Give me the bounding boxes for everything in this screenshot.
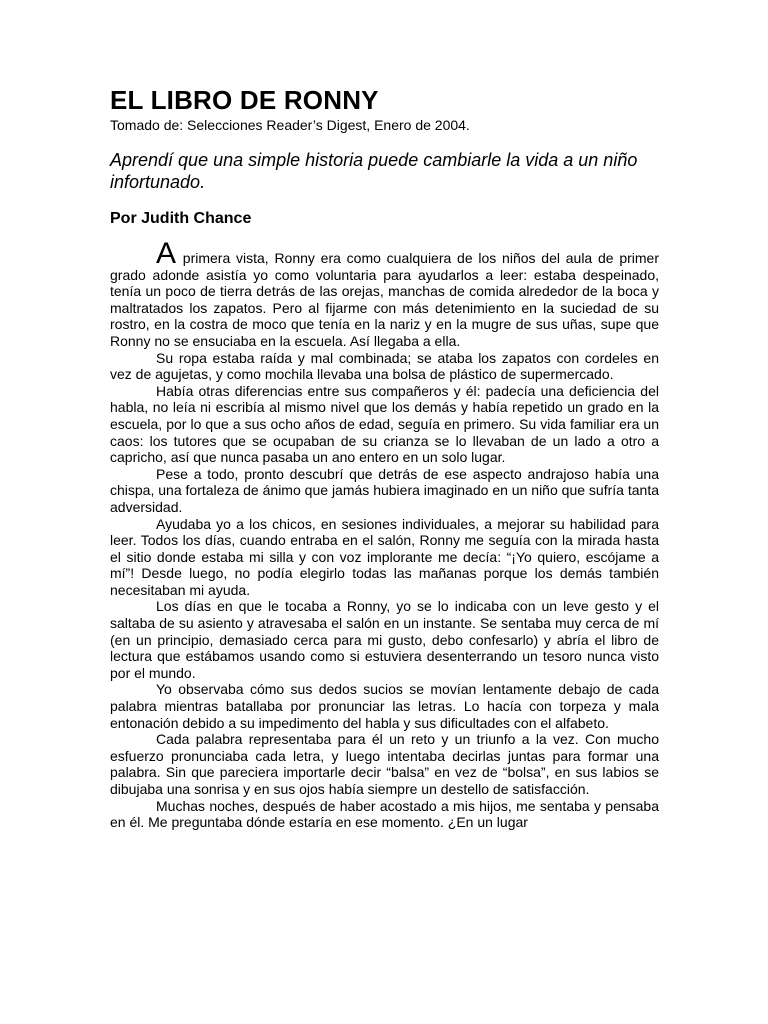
source-line: Tomado de: Selecciones Reader’s Digest, Enero de 2004. <box>110 117 470 133</box>
paragraph-6: Los días en que le tocaba a Ronny, yo se lo indicaba con un leve gesto y el saltaba de su asiento y atravesaba el salón en un instante. Se sentaba muy cerca de mí (en un principio, demasiado cerca para mi gusto, debo confesarlo) y abría el libro de lectura que estábamos usando como si estuviera desenterrando un tesoro nunca visto por el mundo. <box>110 598 659 681</box>
author-byline: Por Judith Chance <box>110 210 252 227</box>
document-title: EL LIBRO DE RONNY <box>110 85 379 115</box>
document-subtitle: Aprendí que una simple historia puede cambiarle la vida a un niño infortunado. <box>110 150 638 192</box>
paragraph-9: Muchas noches, después de haber acostado a mis hijos, me sentaba y pensaba en él. Me preguntaba dónde estaría en ese momento. ¿En un lugar <box>110 797 659 831</box>
paragraph-3: Había otras diferencias entre sus compañeros y él: padecía una deficiencia del habla, no leía ni escribía al mismo nivel que los demás y había repetido un grado en la escuela, por lo que a sus ocho años de edad, seguía en primero. Su vida familiar era un caos: los tutores que se ocupaban de su crianza se lo llevaban de un lado a otro a capricho, así que nunca pasaba un ano entero en un solo lugar. <box>110 382 659 466</box>
paragraph-5: Ayudaba yo a los chicos, en sesiones individuales, a mejorar su habilidad para leer. Todos los días, cuando entraba en el salón, Ronny me seguía con la mirada hasta el sitio donde estaba mi silla y con voz implorante me decía: “¡Yo quiero, escójame a mí”! Desde luego, no podía elegirlo todas las mañanas porque los demás también necesitaban mi ayuda. <box>110 515 659 598</box>
paragraph-2: Su ropa estaba raída y mal combinada; se ataba los zapatos con cordeles en vez de agujetas, y como mochila llevaba una bolsa de plástico de supermercado. <box>110 349 659 383</box>
paragraph-8: Cada palabra representaba para él un reto y un triunfo a la vez. Con mucho esfuerzo pronunciaba cada letra, y luego intentaba decirlas juntas para formar una palabra. Sin que pareciera importarle decir “balsa” en vez de “bolsa”, en sus labios se dibujaba una sonrisa y en sus ojos había siempre un destello de satisfacción. <box>110 731 659 797</box>
paragraph-7: Yo observaba cómo sus dedos sucios se movían lentamente debajo de cada palabra mientras batallaba por pronunciar las letras. Lo hacía con torpeza y mala entonación debido a su impedimento del habla y sus dificultades con el alfabeto. <box>110 681 659 731</box>
paragraph-4: Pese a todo, pronto descubrí que detrás de ese aspecto andrajoso había una chispa, una fortaleza de ánimo que jamás hubiera imaginado en un niño que sufría tanta adversidad. <box>110 465 659 515</box>
paragraph-1 <box>110 237 659 350</box>
document-page <box>110 84 659 831</box>
paragraph-1-text: primera vista, Ronny era como cualquiera de los niños del aula de primer grado adonde asistía yo como voluntaria para ayudarlos a leer: estaba despeinado, tenía un poco de tierra detrás de las orejas, manchas de comida alrededor de la boca y maltratados los zapatos. Pero al fijarme con más detenimiento en la suciedad de su rostro, en la costra de moco que tenía en la nariz y en la mugre de sus uñas, supe que Ronny no se ensuciaba en la escuela. Así llegaba a ella. <box>110 250 659 349</box>
drop-cap: A <box>156 237 177 270</box>
article-body <box>110 237 659 831</box>
